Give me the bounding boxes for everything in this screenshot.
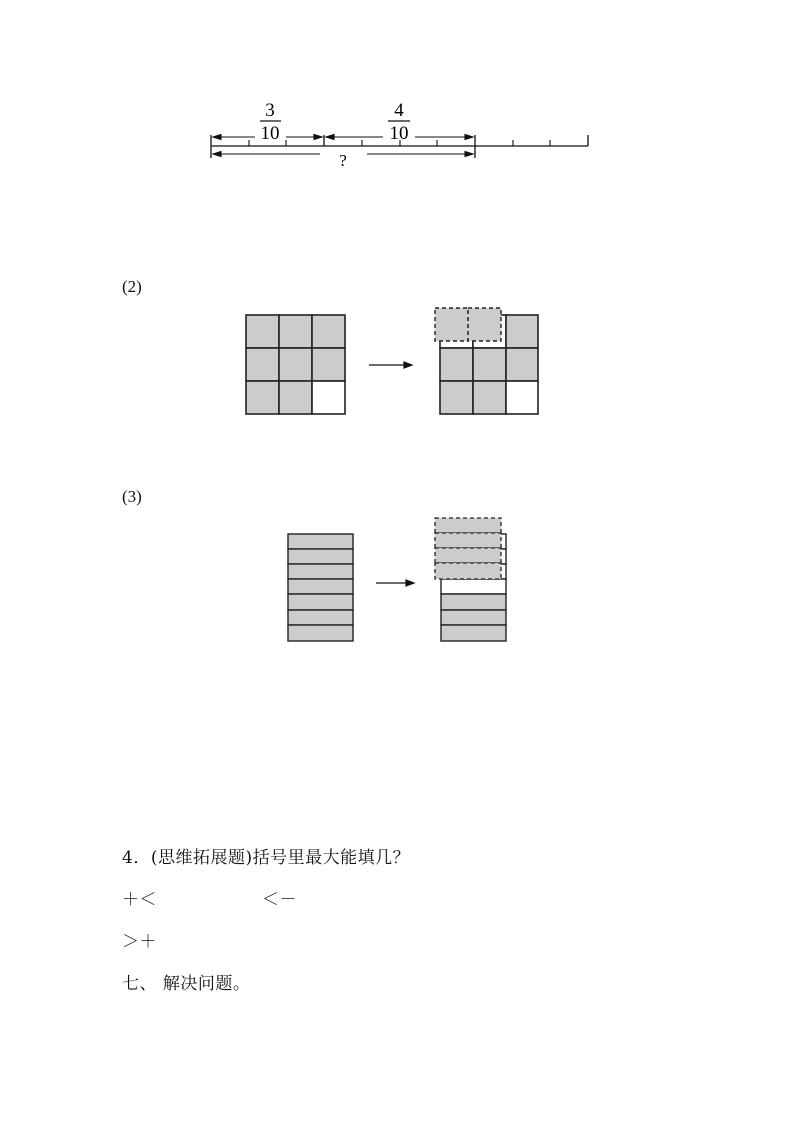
section7-title: 七、 解决问题。 <box>122 974 251 994</box>
fraction2-denominator: 10 <box>389 123 409 144</box>
question-mark: ? <box>339 151 347 170</box>
part2-arrow <box>369 362 412 368</box>
part3-arrow <box>376 580 414 586</box>
part3-label: (3) <box>122 487 142 506</box>
grid-left <box>246 315 345 414</box>
part2-figure <box>240 305 550 420</box>
stack-left <box>288 534 353 641</box>
fraction1-denominator: 10 <box>260 123 280 144</box>
part3-figure <box>280 512 520 652</box>
question4-title: 4．(思维拓展题)括号里最大能填几？ <box>122 848 411 868</box>
fraction2-numerator: 4 <box>394 100 404 121</box>
inequality-line1-right: ＜－ <box>262 890 297 910</box>
part2-label: (2) <box>122 277 142 296</box>
number-line-figure <box>200 90 600 180</box>
fraction1-numerator: 3 <box>265 100 275 121</box>
inequality-line1-left: ＋＜ <box>122 890 157 910</box>
moved-squares-dashed <box>435 308 501 341</box>
moved-strips-dashed <box>435 518 501 579</box>
inequality-line2: ＞＋ <box>122 932 157 952</box>
axis-small-ticks <box>249 140 550 146</box>
